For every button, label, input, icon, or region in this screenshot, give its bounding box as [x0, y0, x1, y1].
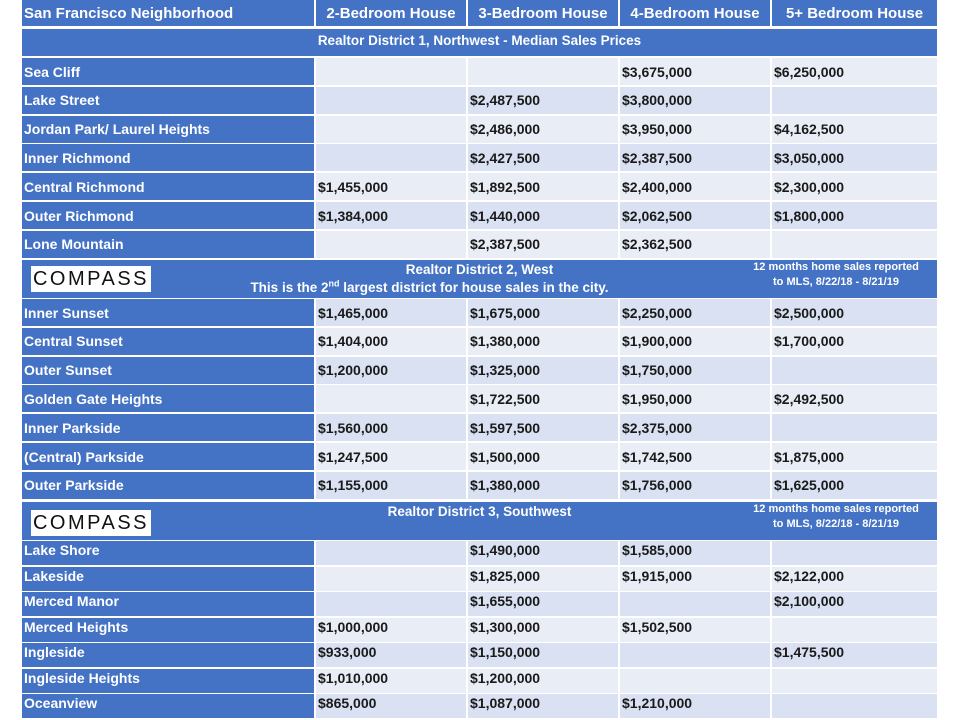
price-cell: $1,750,000	[620, 357, 770, 384]
price-cell: $2,100,000	[772, 592, 937, 616]
district-2-title: Realtor District 2, West	[405, 262, 554, 277]
district-3-note-line2: to MLS, 8/22/18 - 8/21/19	[773, 518, 899, 530]
table-row	[22, 87, 937, 114]
neighborhood-name: Lake Street	[22, 87, 314, 114]
neighborhood-name: Oceanview	[22, 694, 314, 718]
neighborhood-name: Lakeside	[22, 567, 314, 591]
table-row	[22, 299, 937, 326]
price-cell: $2,362,500	[620, 231, 770, 258]
table-row	[22, 567, 937, 591]
price-cell	[316, 592, 466, 616]
price-cell: $2,486,000	[468, 116, 618, 143]
district-2-band	[22, 260, 937, 298]
price-cell: $1,625,000	[772, 472, 937, 499]
header-2-bedroom: 2-Bedroom House	[316, 0, 466, 26]
price-cell: $1,247,500	[316, 443, 466, 470]
price-cell	[620, 669, 770, 693]
neighborhood-name: Outer Parkside	[22, 472, 314, 499]
price-cell	[468, 58, 618, 85]
price-cell: $1,210,000	[620, 694, 770, 718]
neighborhood-name: Outer Richmond	[22, 202, 314, 229]
table-row	[22, 357, 937, 384]
table-row	[22, 328, 937, 355]
district-3-note-line1: 12 months home sales reported	[753, 503, 919, 515]
district-1-band	[22, 29, 937, 56]
price-cell: $865,000	[316, 694, 466, 718]
price-cell: $6,250,000	[772, 58, 937, 85]
table-row	[22, 592, 937, 616]
price-cell: $933,000	[316, 643, 466, 667]
neighborhood-name: Ingleside	[22, 643, 314, 667]
price-cell: $1,900,000	[620, 328, 770, 355]
price-cell: $1,384,000	[316, 202, 466, 229]
price-cell: $2,122,000	[772, 567, 937, 591]
price-cell: $4,162,500	[772, 116, 937, 143]
price-cell: $1,325,000	[468, 357, 618, 384]
table-row	[22, 202, 937, 229]
compass-logo: COMPASS	[31, 510, 151, 536]
price-cell: $3,050,000	[772, 144, 937, 171]
district-3-band	[22, 502, 937, 540]
table-row	[22, 116, 937, 143]
price-cell: $1,440,000	[468, 202, 618, 229]
price-cell: $1,502,500	[620, 618, 770, 642]
price-cell	[316, 58, 466, 85]
price-cell: $1,825,000	[468, 567, 618, 591]
price-cell	[772, 694, 937, 718]
price-cell: $1,404,000	[316, 328, 466, 355]
price-cell: $1,380,000	[468, 472, 618, 499]
table-row	[22, 385, 937, 412]
price-cell	[316, 87, 466, 114]
price-cell: $1,155,000	[316, 472, 466, 499]
district-3-note	[741, 502, 931, 532]
price-cell: $1,087,000	[468, 694, 618, 718]
price-cell: $1,655,000	[468, 592, 618, 616]
neighborhood-name: Lone Mountain	[22, 231, 314, 258]
price-cell: $3,800,000	[620, 87, 770, 114]
table-row	[22, 472, 937, 499]
table-row	[22, 144, 937, 171]
price-cell: $1,742,500	[620, 443, 770, 470]
table-header-row	[22, 0, 937, 26]
district-2-note-line1: 12 months home sales reported	[753, 261, 919, 273]
price-cell: $2,500,000	[772, 299, 937, 326]
price-cell: $1,597,500	[468, 414, 618, 441]
neighborhood-name: Inner Richmond	[22, 144, 314, 171]
price-cell: $2,300,000	[772, 173, 937, 200]
price-cell	[316, 231, 466, 258]
header-4-bedroom: 4-Bedroom House	[620, 0, 770, 26]
price-cell: $1,756,000	[620, 472, 770, 499]
price-cell: $1,950,000	[620, 385, 770, 412]
price-cell: $2,487,500	[468, 87, 618, 114]
neighborhood-name: Lake Shore	[22, 541, 314, 565]
price-cell: $2,250,000	[620, 299, 770, 326]
price-cell: $1,150,000	[468, 643, 618, 667]
price-cell	[316, 144, 466, 171]
price-cell: $1,700,000	[772, 328, 937, 355]
table-row	[22, 643, 937, 667]
price-cell	[316, 385, 466, 412]
table-row	[22, 231, 937, 258]
neighborhood-name: Central Richmond	[22, 173, 314, 200]
price-cell: $1,010,000	[316, 669, 466, 693]
table-row	[22, 414, 937, 441]
price-cell	[772, 357, 937, 384]
neighborhood-name: Inner Parkside	[22, 414, 314, 441]
district-2-note	[741, 260, 931, 290]
price-cell	[772, 231, 937, 258]
price-cell	[620, 592, 770, 616]
neighborhood-name: Sea Cliff	[22, 58, 314, 85]
price-cell: $2,400,000	[620, 173, 770, 200]
price-cell	[772, 541, 937, 565]
price-cell: $1,560,000	[316, 414, 466, 441]
district-1-title: Realtor District 1, Northwest - Median Sales Prices	[317, 33, 642, 48]
district-2-note-line2: to MLS, 8/22/18 - 8/21/19	[773, 276, 899, 288]
neighborhood-name: Outer Sunset	[22, 357, 314, 384]
table-row	[22, 618, 937, 642]
neighborhood-name: Central Sunset	[22, 328, 314, 355]
price-cell: $1,300,000	[468, 618, 618, 642]
table-row	[22, 694, 937, 718]
header-neighborhood: San Francisco Neighborhood	[22, 0, 314, 26]
neighborhood-name: Inner Sunset	[22, 299, 314, 326]
price-cell: $1,475,500	[772, 643, 937, 667]
price-cell: $1,800,000	[772, 202, 937, 229]
price-cell	[772, 414, 937, 441]
price-cell	[772, 669, 937, 693]
neighborhood-name: Golden Gate Heights	[22, 385, 314, 412]
table-row	[22, 443, 937, 470]
neighborhood-name: Ingleside Heights	[22, 669, 314, 693]
neighborhood-name: Merced Manor	[22, 592, 314, 616]
price-cell: $2,375,000	[620, 414, 770, 441]
header-3-bedroom: 3-Bedroom House	[468, 0, 618, 26]
price-cell: $1,000,000	[316, 618, 466, 642]
price-cell: $1,200,000	[316, 357, 466, 384]
table-row	[22, 541, 937, 565]
neighborhood-name: Merced Heights	[22, 618, 314, 642]
price-cell: $1,455,000	[316, 173, 466, 200]
price-cell: $2,387,500	[468, 231, 618, 258]
price-cell: $3,950,000	[620, 116, 770, 143]
price-cell: $1,875,000	[772, 443, 937, 470]
price-cell	[316, 567, 466, 591]
price-cell	[772, 618, 937, 642]
header-5plus-bedroom: 5+ Bedroom House	[772, 0, 937, 26]
district-2-subtitle: This is the 2nd largest district for house sales in the city.	[250, 278, 609, 295]
price-cell	[316, 541, 466, 565]
price-cell: $2,062,500	[620, 202, 770, 229]
price-cell: $1,675,000	[468, 299, 618, 326]
price-cell: $1,490,000	[468, 541, 618, 565]
price-cell	[316, 116, 466, 143]
price-cell: $1,465,000	[316, 299, 466, 326]
price-cell: $1,722,500	[468, 385, 618, 412]
district-3-title: Realtor District 3, Southwest	[387, 504, 572, 519]
price-cell: $2,387,500	[620, 144, 770, 171]
compass-logo: COMPASS	[31, 266, 151, 292]
price-cell	[620, 643, 770, 667]
neighborhood-name: Jordan Park/ Laurel Heights	[22, 116, 314, 143]
price-cell: $1,500,000	[468, 443, 618, 470]
table-row	[22, 669, 937, 693]
price-cell: $1,892,500	[468, 173, 618, 200]
price-cell: $1,915,000	[620, 567, 770, 591]
neighborhood-name: (Central) Parkside	[22, 443, 314, 470]
price-cell: $2,427,500	[468, 144, 618, 171]
price-cell: $1,585,000	[620, 541, 770, 565]
price-cell: $1,200,000	[468, 669, 618, 693]
price-cell: $1,380,000	[468, 328, 618, 355]
price-cell: $2,492,500	[772, 385, 937, 412]
price-cell: $3,675,000	[620, 58, 770, 85]
table-row	[22, 173, 937, 200]
price-cell	[772, 87, 937, 114]
table-row	[22, 58, 937, 85]
